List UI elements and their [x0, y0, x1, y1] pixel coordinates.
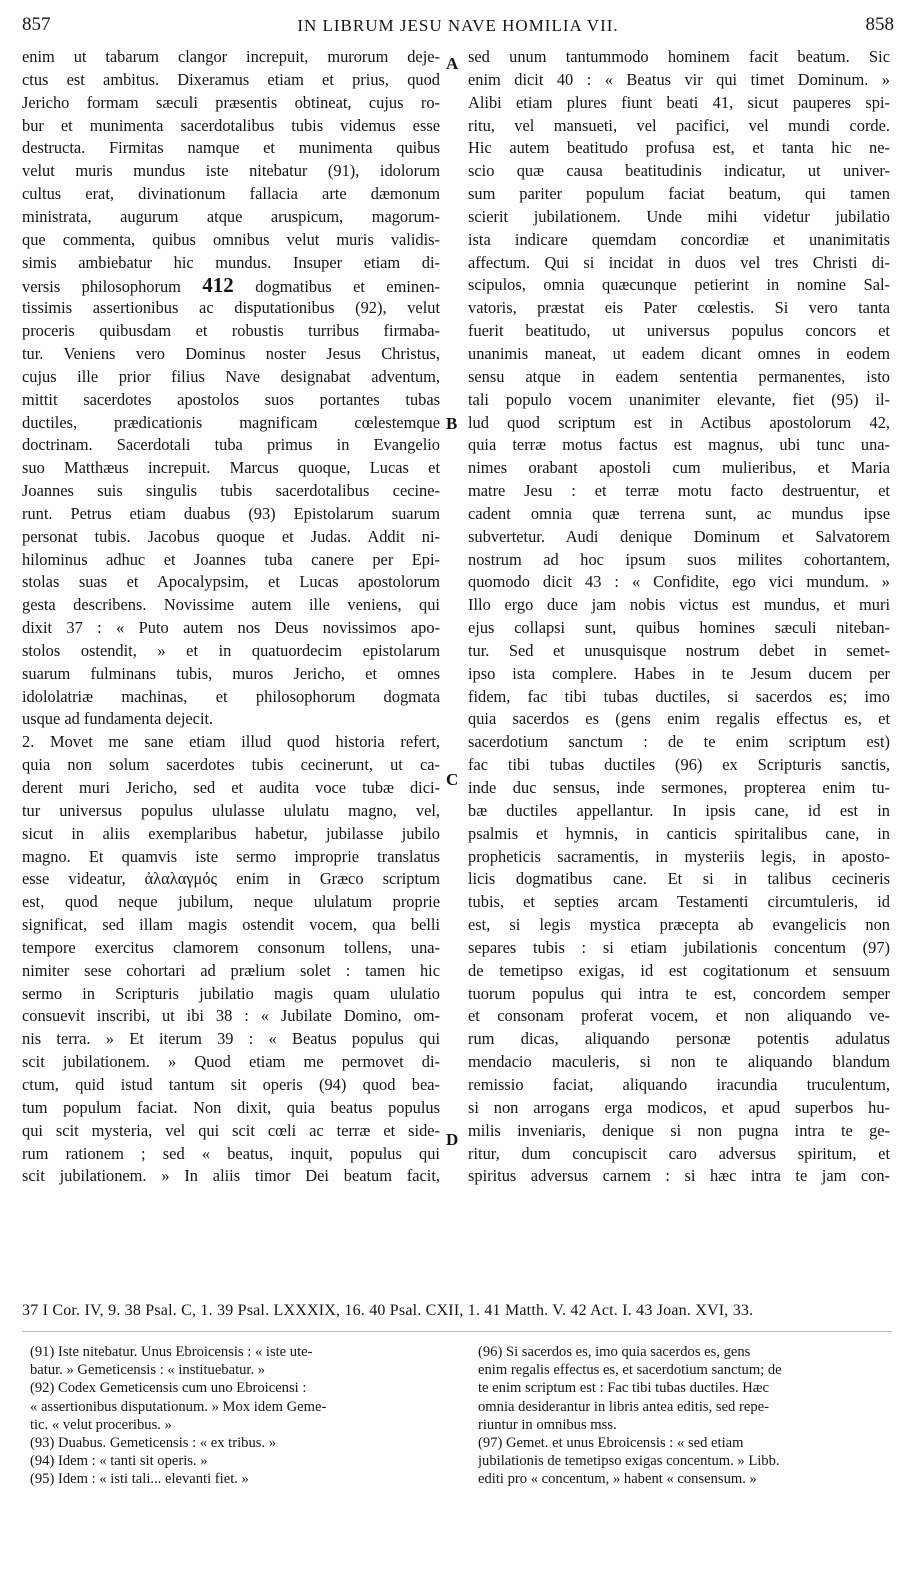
text-line: vatoris, præstat eis Pater cœlestis. Si vero tanta: [468, 298, 890, 318]
text-line: mittit sacerdotes apostolos suos portantes tubas: [22, 389, 440, 409]
text-line: fidem, fac tibi tubas ductiles, si sacerdos es; imo: [468, 686, 890, 706]
text-line: ductiles, prædicationis magnificam cœlestemque: [22, 412, 440, 432]
text-line: enim dicit 40 : « Beatus vir qui timet Dominum. »: [468, 69, 890, 89]
text-line: 2. Movet me sane etiam illud quod historia refert,: [22, 732, 440, 752]
left-text-column: [22, 46, 440, 1188]
margin-letter-c: C: [446, 770, 459, 789]
text-line: matre Jesu : et terræ motu facto destruentur, et: [468, 481, 890, 501]
text-line: usque ad fundamenta dejecit.: [22, 709, 214, 729]
text-line: personat tubis. Jacobus quoque et Judas. Addit ni-: [22, 526, 440, 546]
text-line: que commenta, quibus omnibus velut muris validis-: [22, 229, 440, 249]
text-line: Alibi etiam plures fiunt beati 41, sicut pauperes spi-: [468, 92, 890, 112]
text-line: suarum fulminans tubis, muros Jericho, et omnes: [22, 663, 440, 683]
footnote-line: te enim scriptum est : Fac tibi tubas ductiles. Hæc: [478, 1380, 770, 1397]
text-line: significat, sed illam magis ostendit vocem, qua belli: [22, 915, 440, 935]
text-line: versis philosophorum 412 dogmatibus et eminen-: [22, 274, 440, 298]
footnote-line: (92) Codex Gemeticensis cum uno Ebroicensi :: [30, 1380, 307, 1397]
text-line: cadent omnia quæ terrena sunt, ac mundus ipse: [468, 503, 890, 523]
text-line: propheticis sacramentis, in mysteriis legis, in aposto-: [468, 846, 890, 866]
text-line: psalmis et hymnis, in canticis spiritalibus cane, in: [468, 823, 890, 843]
footnote-line: riuntur in omnibus mss.: [478, 1416, 617, 1433]
text-line: affectum. Qui si incidat in duos vel tres Christi di-: [468, 252, 890, 272]
text-line: doctrinam. Sacerdotali tuba primus in Evangelio: [22, 435, 440, 455]
text-line: dixit 37 : « Puto autem nos Deus novissimos apo-: [22, 618, 440, 638]
text-line: rum rationem ; sed « beatus, inquit, populus qui: [22, 1143, 440, 1163]
text-line: derent muri Jericho, sed et audita voce tubæ dici-: [22, 778, 440, 797]
text-line: Hic autem beatitudo profusa est, et tanta hic ne-: [468, 138, 890, 158]
text-line: ritu, vel mansueti, vel pacifici, vel mundi corde.: [468, 115, 890, 135]
text-line: nostrum ad hoc ipsum suos milites cohortantem,: [468, 549, 890, 569]
text-line: tur. Veniens vero Dominus noster Jesus Christus,: [22, 343, 440, 363]
footnotes-right: [478, 1343, 892, 1489]
text-line: sermo in Scripturis jubilatio magis quam ululatio: [22, 983, 440, 1003]
text-line: suo Matthæus increpuit. Marcus quoque, Lucas et: [22, 458, 440, 478]
text-line: quia sacerdos es (gens enim regalis effectus es, et: [468, 709, 890, 729]
text-line: si non arrogans erga modicos, et apud superbos hu-: [468, 1097, 890, 1117]
text-line: gesta describens. Novissime autem ille veniens, qui: [22, 595, 440, 615]
text-line: fac tibi tubas ductiles (96) ex Scripturis sanctis,: [468, 755, 890, 775]
footnote-line: (91) Iste nitebatur. Unus Ebroicensis : « iste ute-: [30, 1344, 313, 1360]
text-line: et consonam proferat vocem, et non aliquando ve-: [468, 1006, 890, 1026]
text-line: licis dogmatibus cane. Et si in talibus cecineris: [468, 869, 890, 889]
text-line: sum pariter populum faciat beatum, qui tamen: [468, 184, 890, 204]
text-line: de temetipso exigas, id est cogitationum et sensuum: [468, 960, 890, 980]
margin-letter-a: A: [446, 54, 459, 73]
text-line: nimes orabant apostoli cum mulieribus, et Maria: [468, 458, 890, 478]
footnote-line: enim regalis effectus es, et sacerdotium sanctum; de: [478, 1362, 782, 1379]
text-line: simis ambiebatur hic mundus. Insuper etiam di-: [22, 252, 440, 272]
text-line: quia non solum sacerdotes tubis cecinerunt, ut ca-: [22, 755, 440, 775]
text-line: sed unum tantummodo hominem facit beatum. Sic: [468, 47, 890, 66]
page-header: [22, 14, 894, 40]
footnote-line: (93) Duabus. Gemeticensis : « ex tribus. »: [30, 1434, 277, 1451]
text-line: inde duc sensus, inde sermones, propterea enim tu-: [468, 778, 890, 797]
text-line: unanimis maneat, ut eadem dicant omnes in eodem: [468, 343, 890, 363]
text-line: ctum, quid istud tantum sit operis (94) quod bea-: [22, 1074, 440, 1094]
text-line: quomodo dicit 43 : « Confidite, ego vici mundum. »: [468, 572, 890, 592]
text-line: est, quod neque jubilum, neque ululatum proprie: [22, 892, 440, 912]
footnotes-left: [30, 1343, 440, 1489]
footnote-divider: [22, 1331, 892, 1332]
text-line: enim ut tabarum clangor increpuit, murorum deje-: [22, 47, 440, 66]
page-number-right: 858: [865, 14, 894, 35]
text-line: scit jubilationem. » In aliis timor Dei beatum facit,: [22, 1166, 440, 1186]
text-line: proceris quibusdam et robustis turribus firmaba-: [22, 321, 440, 341]
text-line: velut muris mundus iste nitebatur (91), idolorum: [22, 161, 440, 181]
text-line: scierit jubilationem. Unde mihi videtur jubilatio: [468, 206, 890, 226]
text-line: ista indicare quemdam concordiæ et unanimitatis: [468, 229, 890, 249]
footnote-line: « assertionibus disputationum. » Mox idem Geme-: [30, 1398, 327, 1415]
text-line: scit jubilationem. » Quod etiam me permovet di-: [22, 1052, 440, 1072]
text-line: sacerdotium sanctum : de te enim scriptum est): [468, 732, 890, 752]
text-line: runt. Petrus etiam duabus (93) Epistolarum suarum: [22, 503, 440, 523]
text-line: esse videatur, ἀλαλαγμός enim in Græco scriptum: [22, 869, 440, 889]
text-line: tubis, et septies arcam Testamenti circumtuleris, id: [468, 892, 890, 912]
page-number-left: 857: [22, 14, 51, 35]
text-line: ejus collapsi sunt, quibus homines sæculi niteban-: [468, 618, 890, 638]
text-line: scio quæ causa beatitudinis indicatur, ut univer-: [468, 161, 890, 181]
text-line: Jericho formam sæculi præsentis obtineat, cujus ro-: [22, 92, 440, 112]
text-line: idololatriæ machinas, et philosophorum dogmata: [22, 686, 440, 706]
text-line: tur universus populus ululasse ululatu magno, vel,: [22, 800, 440, 820]
footnote-line: omnia desiderantur in libris antea editis, sed repe-: [478, 1398, 769, 1415]
text-line: est, si legis mystica præcepta ab evangelicis non: [468, 915, 890, 935]
text-line: fuerit beatitudo, ut universus populus concors et: [468, 321, 890, 341]
margin-letter-d: D: [446, 1130, 459, 1149]
text-line: nimiter sese cohortari ad prælium solet : tamen hic: [22, 960, 440, 980]
text-line: quia terræ motus factus est magnus, ubi tunc una-: [468, 435, 890, 455]
text-line: Joannes suis singulis tubis sacerdotalibus cecine-: [22, 481, 440, 501]
text-line: cujus ille prior filius Nave designabat adventum,: [22, 366, 440, 386]
text-line: sensu atque in eadem sententia permanentes, isto: [468, 366, 890, 386]
text-line: bur et munimenta sacerdotalibus tubis videmus esse: [22, 115, 440, 135]
text-line: tempore exercitus clamorem consonum tollens, una-: [22, 937, 440, 957]
text-line: lud quod scriptum est in Actibus apostolorum 42,: [468, 412, 890, 432]
footnote-line: (94) Idem : « tanti sit operis. »: [30, 1453, 208, 1470]
footnote-line: editi pro « concentum, » habent « consensum. »: [478, 1471, 757, 1488]
text-line: ipso ista complere. Habes in te Jesum ducem per: [468, 663, 890, 683]
margin-letter-b: B: [446, 414, 458, 433]
footnote-line: (96) Si sacerdos es, imo quia sacerdos es, gens: [478, 1344, 751, 1360]
scripture-references: 37 I Cor. IV, 9. 38 Psal. C, 1. 39 Psal. LXXXIX, 16. 40 Psal. CXII, 1. 41 Matth. V. 42 Act. I. 43 Joan. XVI, 33.: [22, 1302, 754, 1319]
text-line: ministrata, augurum atque aruspicum, magorum-: [22, 206, 440, 226]
footnote-line: jubilationis de temetipso exigas concentum. » Libb.: [478, 1453, 780, 1470]
folio-marker: 412: [202, 274, 234, 298]
text-line: tali populo vocem unanimiter elevante, fiet (95) il-: [468, 389, 890, 409]
right-text-column: [468, 46, 890, 1188]
text-line: tur. Sed et unusquisque nostrum debet in semet-: [468, 640, 890, 660]
footnote-line: batur. » Gemeticensis : « instituebatur. »: [30, 1362, 266, 1379]
footnote-line: tic. « velut proceribus. »: [30, 1416, 172, 1433]
text-line: magno. Et quamvis iste sermo improprie translatus: [22, 846, 440, 866]
text-line: sicut in aliis exemplaribus habetur, jubilasse jubilo: [22, 823, 440, 843]
text-line: stolas suas et Apocalypsim, et Lucas apostolorum: [22, 572, 440, 592]
text-line: tuorum populus qui intra te est, concordem semper: [468, 983, 890, 1003]
text-line: destructa. Firmitas namque et munimenta quibus: [22, 138, 440, 158]
text-line: tum populum faciat. Non dixit, quia beatus populus: [22, 1097, 440, 1117]
text-line: rum dicas, aliquando personæ potentis adulatus: [468, 1029, 890, 1049]
text-line: nis terra. » Et iterum 39 : « Beatus populus qui: [22, 1029, 440, 1049]
text-line: consuevit inscribi, ut ibi 38 : « Jubilate Domino, om-: [22, 1006, 440, 1026]
text-line: hilominus adhuc et Joannes tuba canere per Epi-: [22, 549, 440, 569]
text-line: ritur, dum concupiscit caro adversus spiritum, et: [468, 1143, 890, 1163]
running-title: IN LIBRUM JESU NAVE HOMILIA VII.: [297, 16, 619, 35]
footnote-line: (97) Gemet. et unus Ebroicensis : « sed etiam: [478, 1434, 744, 1451]
text-line: remissio faciat, aliquando iracundia truculentum,: [468, 1074, 890, 1094]
text-line: bæ ductiles appellantur. In ipsis cane, id est in: [468, 800, 890, 820]
text-line: subvertetur. Audi denique Dominum et Salvatorem: [468, 526, 890, 546]
text-line: ctus est ambitus. Dixeramus etiam et prius, quod: [22, 69, 440, 89]
text-line: Illo ergo duce jam nobis victus est mundus, et muri: [468, 595, 890, 615]
text-line: cultus erat, divinationum fallacia arte dæmonum: [22, 184, 440, 204]
text-line: separes tubis : si etiam jubilationis concentum (97): [468, 937, 890, 957]
text-line: spiritus adversus carnem : si hæc intra te jam con-: [468, 1166, 890, 1186]
text-line: mendacio maculeris, si non te aliquando blandum: [468, 1052, 890, 1072]
text-line: qui scit mysteria, vel qui scit cœli ac terræ et side-: [22, 1120, 440, 1140]
footnote-line: (95) Idem : « isti tali... elevanti fiet. »: [30, 1471, 249, 1488]
text-line: tissimis assertionibus ac disputationibus (92), velut: [22, 298, 440, 318]
text-line: stolos ostendit, » et in quatuordecim epistolarum: [22, 640, 440, 660]
text-line: scipulos, omnia quæcunque petierint in nomine Sal-: [468, 275, 890, 295]
text-line: milis inveniaris, denique si non pugna intra te ge-: [468, 1120, 890, 1140]
